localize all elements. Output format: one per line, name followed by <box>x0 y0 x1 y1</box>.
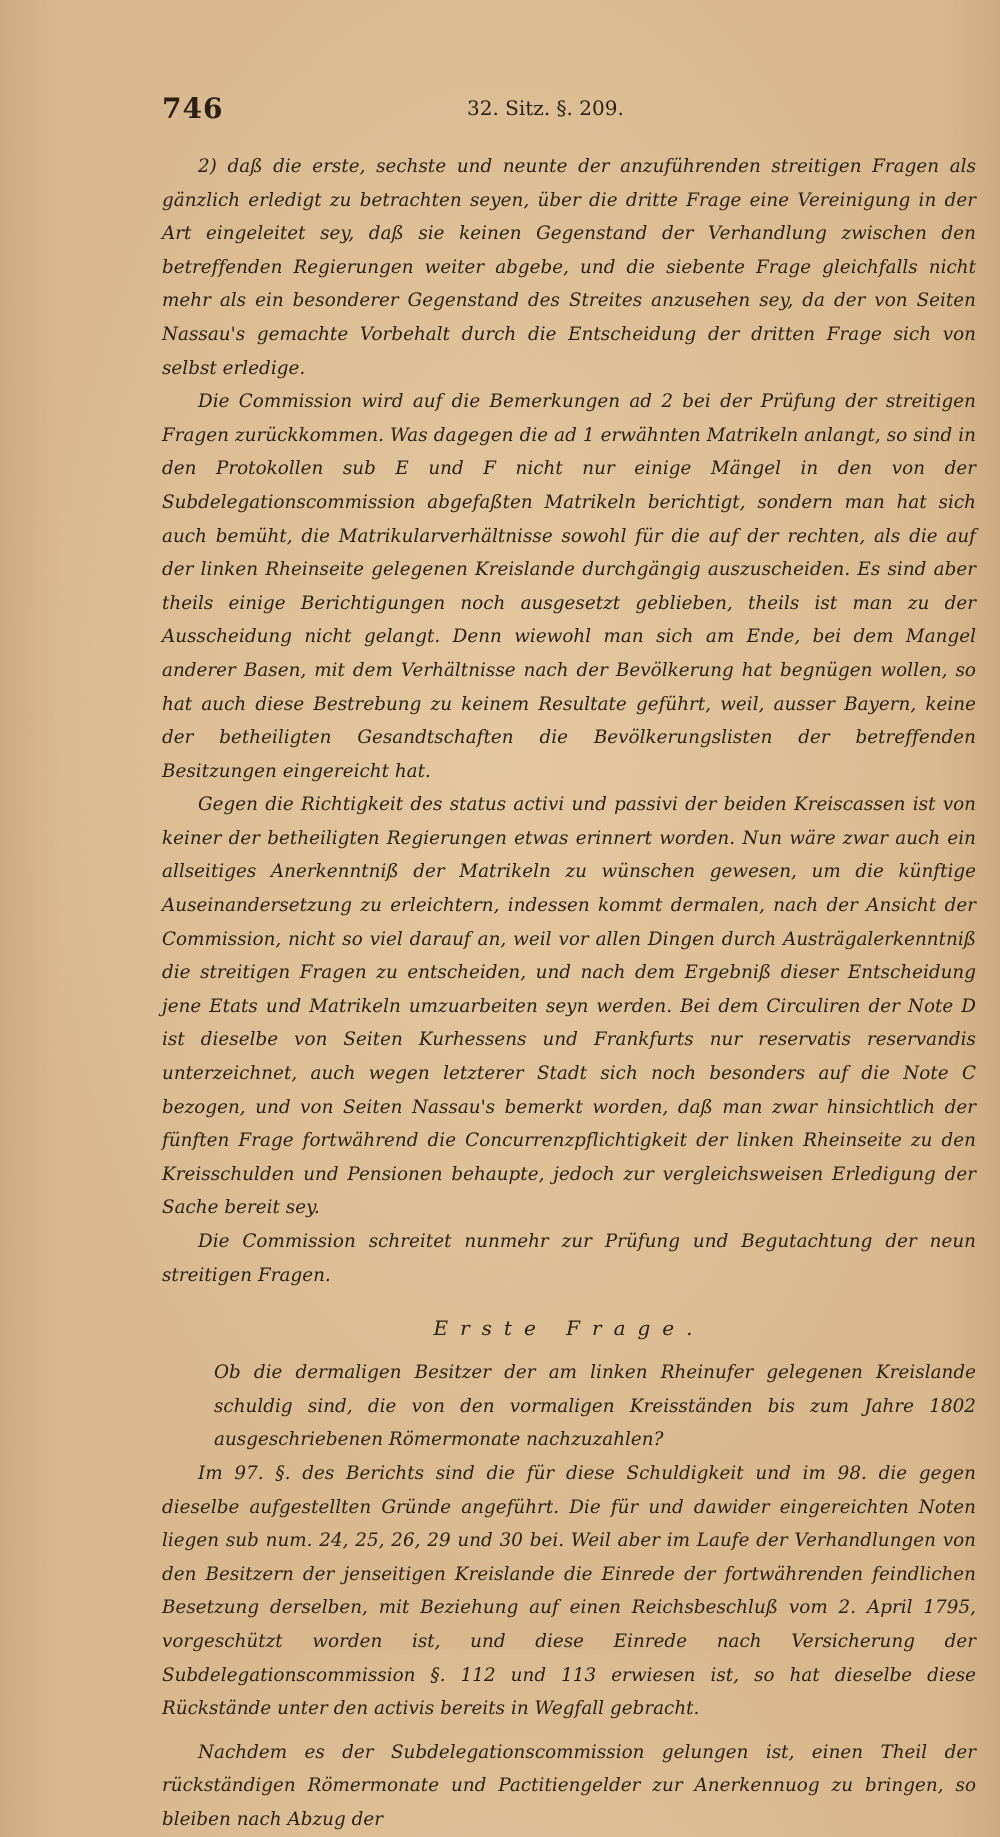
question-text <box>162 1356 976 1457</box>
paragraph-5: Im 97. §. des Berichts sind die für diese Schuldigkeit und im 98. die gegen dieselbe aufgestellten Gründe angeführt. Die für und dawider eingereichten Noten liegen sub num. 24, 25, 26, 29 und 30 bei. Weil aber im Laufe der Verhandlungen von den Besitzern der jenseitigen Kreislande die Einrede der fortwährenden feindlichen Besetzung derselben, mit Beziehung auf einen Reichsbeschluß vom 2. April 1795, vorgeschützt worden ist, und diese Einrede nach Versicherung der Subdelegationscommission §. 112 und 113 erwiesen ist, so hat dieselbe diese Rückstände unter den activis bereits in Wegfall gebracht. <box>162 1462 976 1720</box>
running-head <box>162 92 976 136</box>
paragraph-6: Nachdem es der Subdelegationscommission gelungen ist, einen Theil der rückständigen Römermonate und Pactitiengelder zur Anerkennuog zu bringen, so bleiben nach Abzug der <box>162 1741 976 1830</box>
paragraph-3: Gegen die Richtigkeit des status activi und passivi der beiden Kreiscassen ist von keiner der betheiligten Regierungen etwas erinnert worden. Nun wäre zwar auch ein allseitiges Anerkenntniß der Matrikeln zu wünschen gewesen, um die künftige Auseinandersetzung zu erleichtern, indessen kommt dermalen, nach der Ansicht der Commission, nicht so viel darauf an, weil vor allen Dingen durch Austrägalerkenntniß die streitigen Fragen zu entscheiden, und nach dem Ergebniß dieser Entscheidung jene Etats und Matrikeln umzuarbeiten seyn werden. Bei dem Circuliren der Note D ist dieselbe von Seiten Kurhessens und Frankfurts nur reservatis reservandis unterzeichnet, auch wegen letzterer Stadt sich noch besonders auf die Note C bezogen, und von Seiten Nassau's bemerkt worden, daß man zwar hinsichtlich der fünften Frage fortwährend die Concurrenzpflichtigkeit der linken Rheinseite zu den Kreisschulden und Pensionen behaupte, jedoch zur vergleichsweisen Erledigung der Sache bereit sey. <box>162 794 976 1219</box>
paragraph-4: Die Commission schreitet nunmehr zur Prüfung und Begutachtung der neun streitigen Fragen. <box>162 1231 976 1286</box>
section-reference: 32. Sitz. §. 209. <box>467 96 624 120</box>
paragraph-gap <box>162 1726 976 1736</box>
section-heading: Erste Frage. <box>433 1316 705 1341</box>
question-line: Ob die dermaligen Besitzer der am linken Rheinufer gelegenen Kreislande schuldig sind, die von den vormaligen Kreisständen bis zum Jahre 1802 ausgeschriebenen Römermonate nachzuzahlen? <box>214 1362 976 1451</box>
paragraph-2: Die Commission wird auf die Bemerkungen ad 2 bei der Prüfung der streitigen Fragen zurückkommen. Was dagegen die ad 1 erwähnten Matrikeln anlangt, so sind in den Protokollen sub E und F nicht nur einige Mängel in den von der Subdelegationscommission abgefaßten Matrikeln berichtigt, sondern man hat sich auch bemüht, die Matrikularverhältnisse sowohl für die auf der rechten, als die auf der linken Rheinseite gelegenen Kreislande durchgängig auszuscheiden. Es sind aber theils einige Berichtigungen noch ausgesetzt geblieben, theils ist man zu der Ausscheidung nicht gelangt. Denn wiewohl man sich am Ende, bei dem Mangel anderer Basen, mit dem Verhältnisse nach der Bevölkerung hat begnügen wollen, so hat auch diese Bestrebung zu keinem Resultate geführt, weil, ausser Bayern, keine der betheiligten Gesandtschaften die Bevölkerungslisten der betreffenden Besitzungen eingereicht hat. <box>162 391 976 782</box>
body-text <box>162 150 976 1837</box>
paragraph-1: 2) daß die erste, sechste und neunte der anzuführenden streitigen Fragen als gänzlich erledigt zu betrachten seyen, über die dritte Frage eine Vereinigung in der Art eingeleitet sey, daß sie keinen Gegenstand der Verhandlung zwischen den betreffenden Regierungen weiter abgebe, und die siebente Frage gleichfalls nicht mehr als ein besonderer Gegenstand des Streites anzusehen sey, da der von Seiten Nassau's gemachte Vorbehalt durch die Entscheidung der dritten Frage sich von selbst erledige. <box>162 156 976 379</box>
page-number: 746 <box>162 92 224 125</box>
